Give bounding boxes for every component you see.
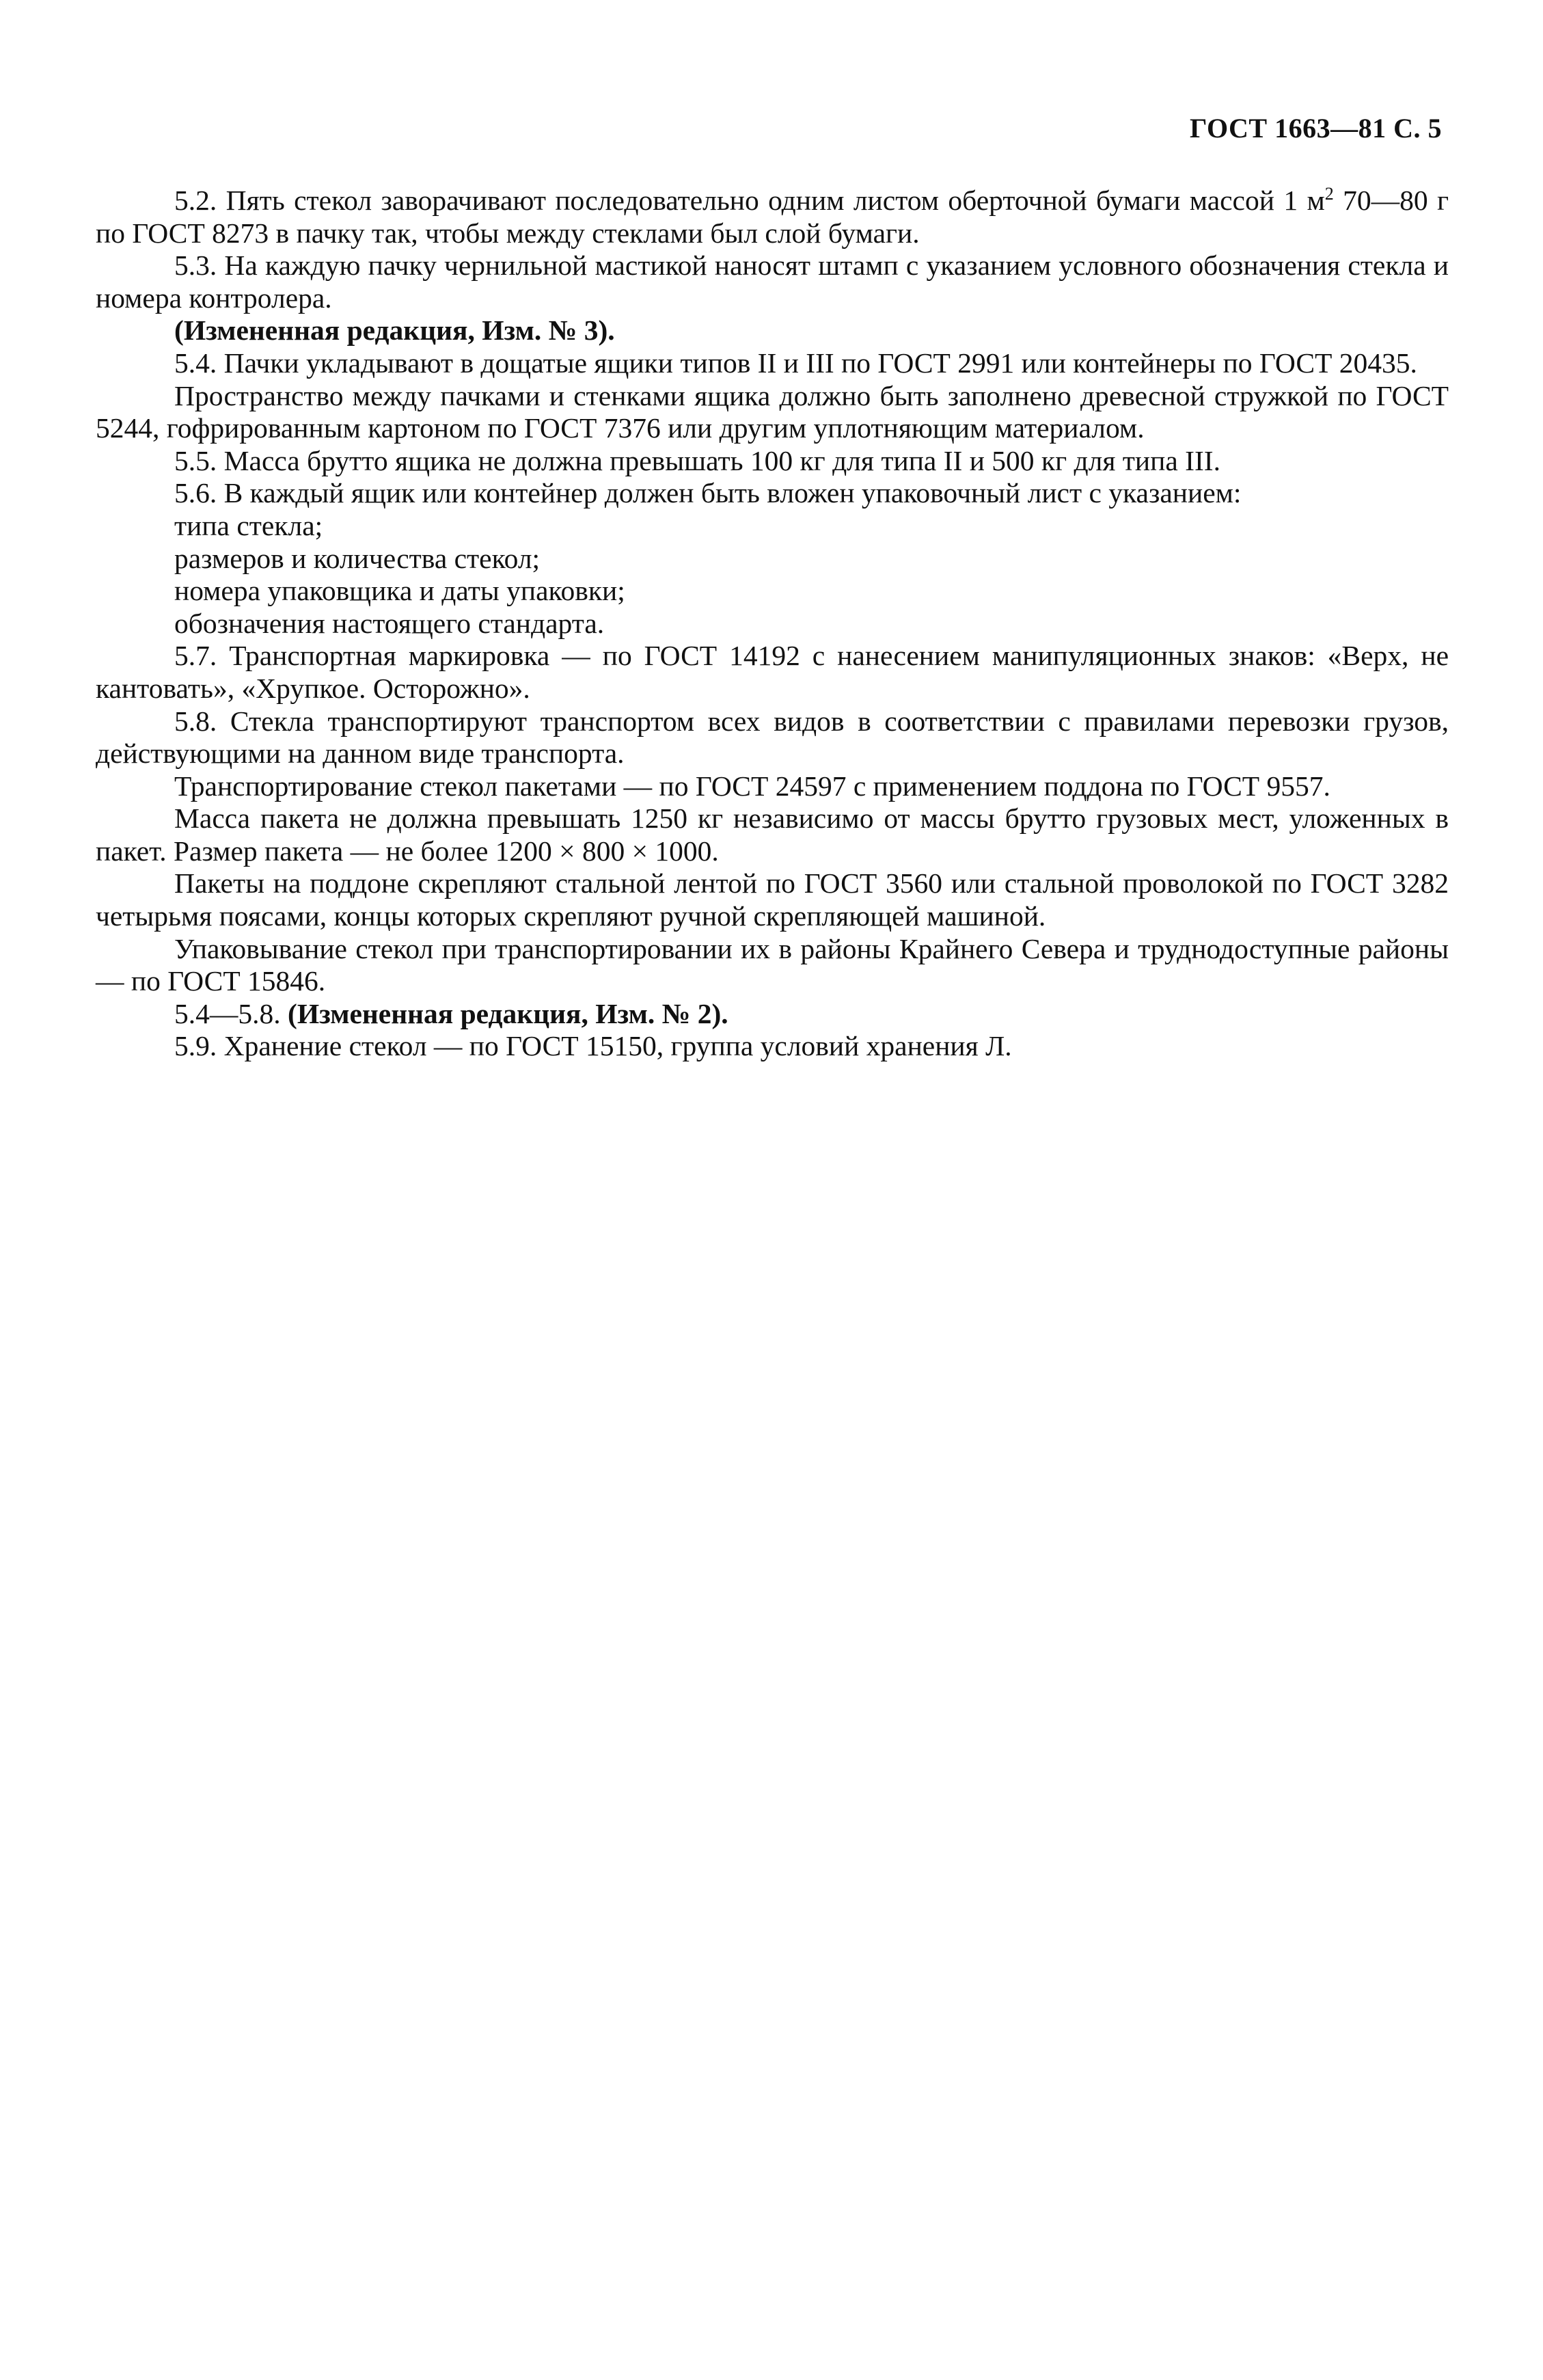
paragraph-packing-space: Пространство между пачками и стенками ящика должно быть заполнено древесной стружкой по ГОСТ 5244, гофрированным картоном по ГОСТ 7376 или другим уплотняющим материалом. [96,379,1449,444]
page-header: ГОСТ 1663—81 С. 5 [1189,113,1442,144]
superscript-2: 2 [1324,184,1334,204]
list-item-standard: обозначения настоящего стандарта. [174,607,605,639]
paragraph-5-6: 5.6. В каждый ящик или контейнер должен быть вложен упаковочный лист с указанием: [174,477,1242,509]
document-body [96,185,1449,1063]
paragraph-5-9: 5.9. Хранение стекол — по ГОСТ 15150, группа условий хранения Л. [174,1030,1012,1062]
revision-note-2-prefix: 5.4—5.8. [174,997,288,1029]
paragraph-5-2 [96,185,1449,249]
revision-note-2-bold: (Измененная редакция, Изм. № 2). [288,997,728,1029]
paragraph-5-2-text: 5.2. Пять стекол заворачивают последовательно одним листом оберточной бумаги массой 1 м [174,185,1325,216]
paragraph-5-4: 5.4. Пачки укладывают в дощатые ящики типов II и III по ГОСТ 2991 или контейнеры по ГОСТ 20435. [174,347,1417,379]
paragraph-5-5: 5.5. Масса брутто ящика не должна превышать 100 кг для типа II и 500 кг для типа III. [174,444,1220,476]
list-item-sizes: размеров и количества стекол; [174,542,541,574]
paragraph-package-mass: Масса пакета не должна превышать 1250 кг независимо от массы брутто грузовых мест, уложенных в пакет. Размер пакета — не более 1200 × 800 × 1000. [96,802,1449,867]
paragraph-5-8: 5.8. Стекла транспортируют транспортом всех видов в соответствии с правилами перевозки грузов, действующими на данном виде транспорта. [96,705,1449,770]
revision-note-2 [96,998,1449,1031]
revision-note-3: (Измененная редакция, Изм. № 3). [174,314,615,347]
paragraph-north-packing: Упаковывание стекол при транспортировании их в районы Крайнего Севера и труднодоступные районы — по ГОСТ 15846. [96,932,1449,997]
paragraph-5-7: 5.7. Транспортная маркировка — по ГОСТ 14192 с нанесением манипуляционных знаков: «Верх, не кантовать», «Хрупкое. Осторожно». [96,640,1449,704]
paragraph-pallet-fastening: Пакеты на поддоне скрепляют стальной лентой по ГОСТ 3560 или стальной проволокой по ГОСТ 3282 четырьмя поясами, концы которых скрепляют ручной скрепляющей машиной. [96,867,1449,932]
paragraph-5-3: 5.3. На каждую пачку чернильной мастикой наносят штамп с указанием условного обозначения стекла и номера контролера. [96,249,1449,314]
list-item-packer: номера упаковщика и даты упаковки; [174,575,625,607]
paragraph-pallet-transport: Транспортирование стекол пакетами — по ГОСТ 24597 с применением поддона по ГОСТ 9557. [174,770,1330,802]
list-item-glass-type: типа стекла; [174,509,323,541]
paragraph-5-2-rest: 70—80 г по ГОСТ 8273 в пачку так, чтобы между стеклами был слой бумаги. [96,185,1449,249]
